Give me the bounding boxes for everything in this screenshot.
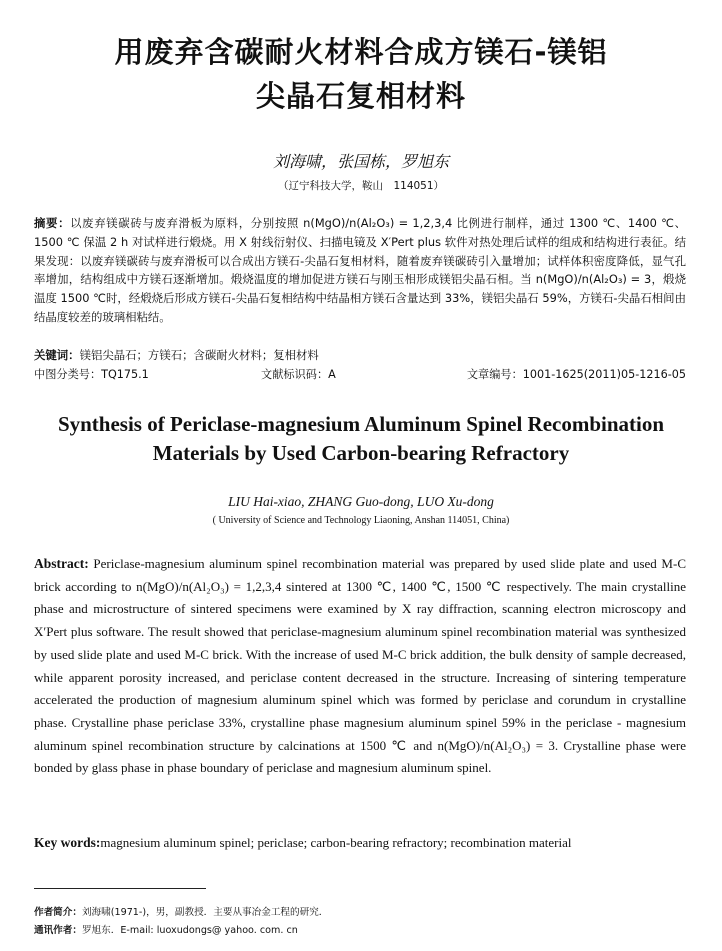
classification-number: 中图分类号：TQ175.1	[34, 368, 149, 381]
author-bio-text: 刘海啸(1971-)，男，副教授．主要从事冶金工程的研究．	[81, 907, 329, 918]
chinese-title-line-2: 尖晶石复相材料	[255, 79, 466, 113]
english-keywords-text: magnesium aluminum spinel; periclase; carbon-bearing refractory; recombination material	[100, 835, 572, 850]
chinese-keywords-text: 镁铝尖晶石；方镁石；含碳耐火材料；复相材料	[79, 348, 319, 362]
chinese-keywords-label: 关键词：	[34, 348, 80, 362]
english-title-line-2: Materials by Used Carbon-bearing Refractory	[152, 441, 570, 465]
english-title-line-1: Synthesis of Periclase-magnesium Aluminum Spinel Recombination	[57, 412, 665, 436]
chinese-abstract-text: 以废弃镁碳砖与废弃滑板为原料，分别按照 n(MgO)/n(Al₂O₃) = 1,2,3,4 比例进行制样，通过 1300 ℃、1400 ℃、1500 ℃ 保温 2 h 对试样进行煅烧。用 X 射线衍射仪、扫描电镜及 X′Pert plus 软件对热处理后试样的组成和结构进行表征。结果发现：以废弃镁碳砖与废弃滑板可以合成出方镁石-尖晶石复相材料，随着废弃镁碳砖引入量增加；试样体积密度降低，显气孔率增加，结构组成中方镁石逐渐增加。煅烧温度的增加促进方镁石与刚玉相形成镁铝尖晶石相。当 n(MgO)/n(Al₂O₃) = 3，煅烧温度 1500 ℃时，经煅烧后形成方镁石-尖晶石复相结构中结晶相方镁石含量达到 33%，镁铝尖晶石 59%，方镁石-尖晶石相间由结晶度较差的玻璃相粘结。	[34, 216, 686, 324]
chinese-affiliation: （辽宁科技大学，鞍山 114051）	[277, 180, 445, 192]
english-abstract	[34, 553, 686, 780]
footnote-divider	[34, 888, 206, 889]
chinese-title	[0, 30, 722, 118]
corresponding-author-footnote	[34, 924, 686, 938]
english-keywords-label: Key words:	[34, 835, 101, 850]
english-affiliation: ( University of Science and Technology Liaoning, Anshan 114051, China)	[212, 515, 510, 526]
chinese-authors: 刘海啸，张国栋，罗旭东	[272, 152, 449, 171]
classification-row	[34, 366, 686, 384]
english-title	[0, 410, 722, 468]
chinese-abstract	[34, 214, 686, 327]
document-code: 文献标识码：A	[261, 368, 336, 381]
author-bio-label: 作者简介：	[34, 907, 82, 918]
corresponding-author-label: 通讯作者：	[34, 925, 82, 936]
chinese-keywords	[34, 346, 686, 364]
english-abstract-label: Abstract:	[34, 556, 89, 571]
chinese-title-line-1: 用废弃含碳耐火材料合成方镁石-镁铝	[114, 35, 608, 69]
article-number: 文章编号：1001-1625(2011)05-1216-05	[466, 368, 686, 381]
english-authors: LIU Hai-xiao, ZHANG Guo-dong, LUO Xu-dong	[228, 494, 494, 509]
corresponding-author-text: 罗旭东．E-mail: luoxudongs@ yahoo. com. cn	[81, 925, 298, 936]
english-keywords	[34, 833, 686, 853]
english-abstract-text: Periclase-magnesium aluminum spinel recombination material was prepared by used slide plate and used M-C brick according to n(MgO)/n(Al₂O₃) = 1,2,3,4 sintered at 1300 ℃, 1400 ℃, 1500 ℃ respectively. The main crystalline phase and microstructure of sintered specimens were examined by X ray diffraction, scanning electron microscopy and X′Pert plus software. The result showed that periclase-magnesium aluminum spinel recombination material was synthesized by used slide plate and used M-C brick. With the increase of used M-C brick addition, the bulk density of sample decreased, while apparent porosity increased, and periclase content decreased in the structure. Increasing of sintering temperature accelerated the production of magnesium aluminum spinel which was formed by periclase and corundum in crystalline phase. Crystalline phase periclase 33%, crystalline phase magnesium aluminum spinel 59% in the periclase - magnesium aluminum spinel recombination structure by calcinations at 1500 ℃ and n(MgO)/n(Al₂O₃) = 3. Crystalline phase were bonded by glass phase in phase boundary of periclase and magnesium aluminum spinel.	[34, 556, 686, 776]
author-bio-footnote	[34, 906, 686, 920]
chinese-abstract-label: 摘要：	[34, 216, 71, 230]
